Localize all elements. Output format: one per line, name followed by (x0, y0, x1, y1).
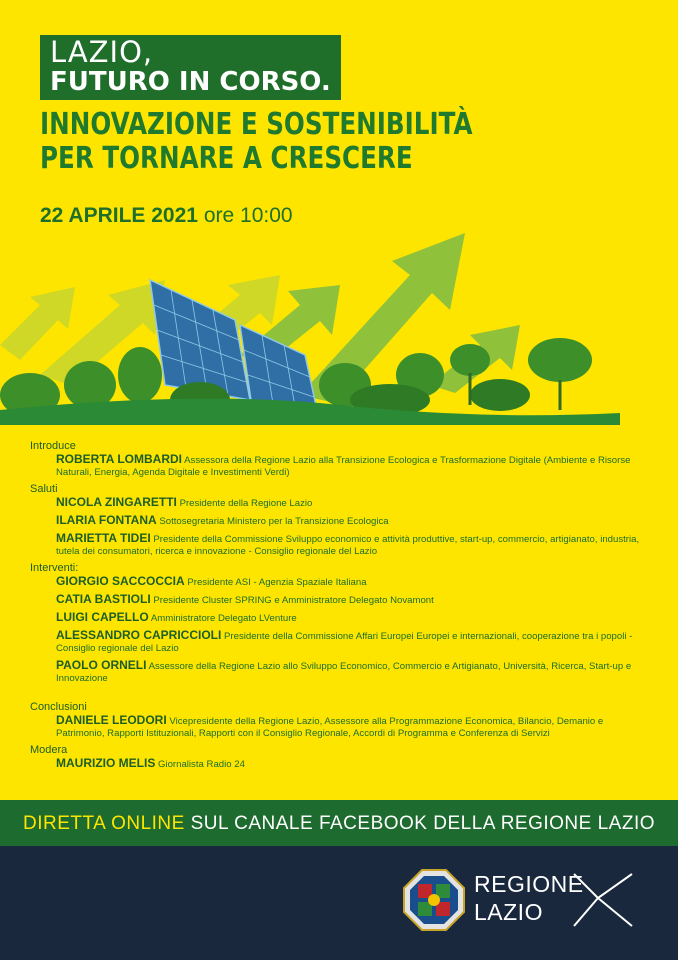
speaker-name: LUIGI CAPELLO (56, 610, 149, 624)
arrow-icon (0, 287, 75, 360)
speaker-role: Amministratore Delegato LVenture (150, 613, 297, 624)
live-highlight: DIRETTA ONLINE (22, 813, 185, 834)
speaker-name: DANIELE LEODORI (56, 713, 167, 727)
speaker-name: CATIA BASTIOLI (56, 592, 151, 606)
section-label-saluti: Saluti (30, 483, 58, 495)
speaker-role: Assessora della Regione Lazio alla Transizione Ecologica e Trasformazione Digitale (Ambiente e Risorse Naturali, Energia, Agenda Digitale e Investimenti Verdi) (56, 455, 631, 478)
speaker-role: Presidente della Commissione Affari Europei Europei e internazionali, cooperazione tra i popoli - Consiglio regionale del Lazio (56, 631, 633, 654)
speaker-role: Vicepresidente della Regione Lazio, Assessore alla Programmazione Economica, Bilancio, Demanio e Patrimonio, Rapporti Istituzionali, Rapporti con il Consiglio Regionale, Accordi di Programma e Conferenza di Servizi (56, 716, 604, 739)
speaker-entry (56, 629, 650, 655)
speaker-role: Presidente Cluster SPRING e Amministratore Delegato Novamont (153, 595, 434, 606)
brand-line-2: FUTURO IN CORSO. (50, 67, 331, 97)
speaker-entry (56, 611, 650, 625)
headline-line-1: INNOVAZIONE E SOSTENIBILITÀ (40, 107, 473, 142)
brand-line-1: LAZIO, (50, 35, 154, 69)
speaker-role: Presidente ASI - Agenzia Spaziale Italiana (187, 577, 367, 588)
solar-arrows-illustration (0, 225, 678, 425)
tree-icon (528, 338, 592, 382)
speaker-entry (56, 575, 650, 589)
event-date: 22 APRILE 2021 (40, 204, 198, 227)
live-banner-text (0, 813, 678, 835)
speaker-name: MARIETTA TIDEI (56, 531, 151, 545)
section-label-conclusioni: Conclusioni (30, 701, 87, 713)
speaker-name: ALESSANDRO CAPRICCIOLI (56, 628, 222, 642)
logo-line-1: REGIONE (474, 871, 584, 897)
section-label-introduce: Introduce (30, 440, 76, 452)
speaker-entry (56, 659, 650, 685)
speaker-role: Presidente della Commissione Sviluppo economico e attività produttive, start-up, commercio, artigianato, industria, tutela dei consumatori, ricerca e innovazione - Consiglio regionale del Lazio (56, 534, 640, 557)
speaker-entry (56, 757, 650, 771)
speaker-name: MAURIZIO MELIS (56, 756, 156, 770)
speaker-name: NICOLA ZINGARETTI (56, 495, 177, 509)
live-rest: SUL CANALE FACEBOOK DELLA REGIONE LAZIO (190, 813, 655, 834)
speaker-entry (56, 532, 650, 558)
speaker-entry (56, 496, 650, 510)
logo-text (474, 870, 584, 926)
speaker-role: Presidente della Regione Lazio (179, 498, 313, 509)
event-time: ore 10:00 (203, 204, 293, 227)
program (30, 438, 650, 775)
section-label-interventi: Interventi: (30, 562, 79, 574)
headline (40, 108, 473, 176)
speaker-role: Sottosegretaria Ministero per la Transizione Ecologica (159, 516, 389, 527)
speaker-role: Assessore della Regione Lazio allo Sviluppo Economico, Commercio e Artigianato, Università, Ricerca, Start-up e Innovazione (56, 661, 632, 684)
tree-icon (450, 344, 490, 376)
speaker-entry (56, 714, 650, 740)
headline-line-2: PER TORNARE A CRESCERE (40, 141, 413, 176)
speaker-name: PAOLO ORNELI (56, 658, 147, 672)
logo-line-2: LAZIO (474, 899, 543, 925)
speaker-entry (56, 453, 650, 479)
speaker-entry (56, 514, 650, 528)
tree-icon (118, 347, 162, 403)
speaker-name: GIORGIO SACCOCCIA (56, 574, 185, 588)
speaker-entry (56, 593, 650, 607)
brand-box (40, 35, 341, 100)
speaker-role: Giornalista Radio 24 (158, 759, 245, 770)
section-label-modera: Modera (30, 744, 68, 756)
speaker-name: ROBERTA LOMBARDI (56, 452, 182, 466)
regione-lazio-logo (402, 868, 652, 934)
speaker-name: ILARIA FONTANA (56, 513, 157, 527)
